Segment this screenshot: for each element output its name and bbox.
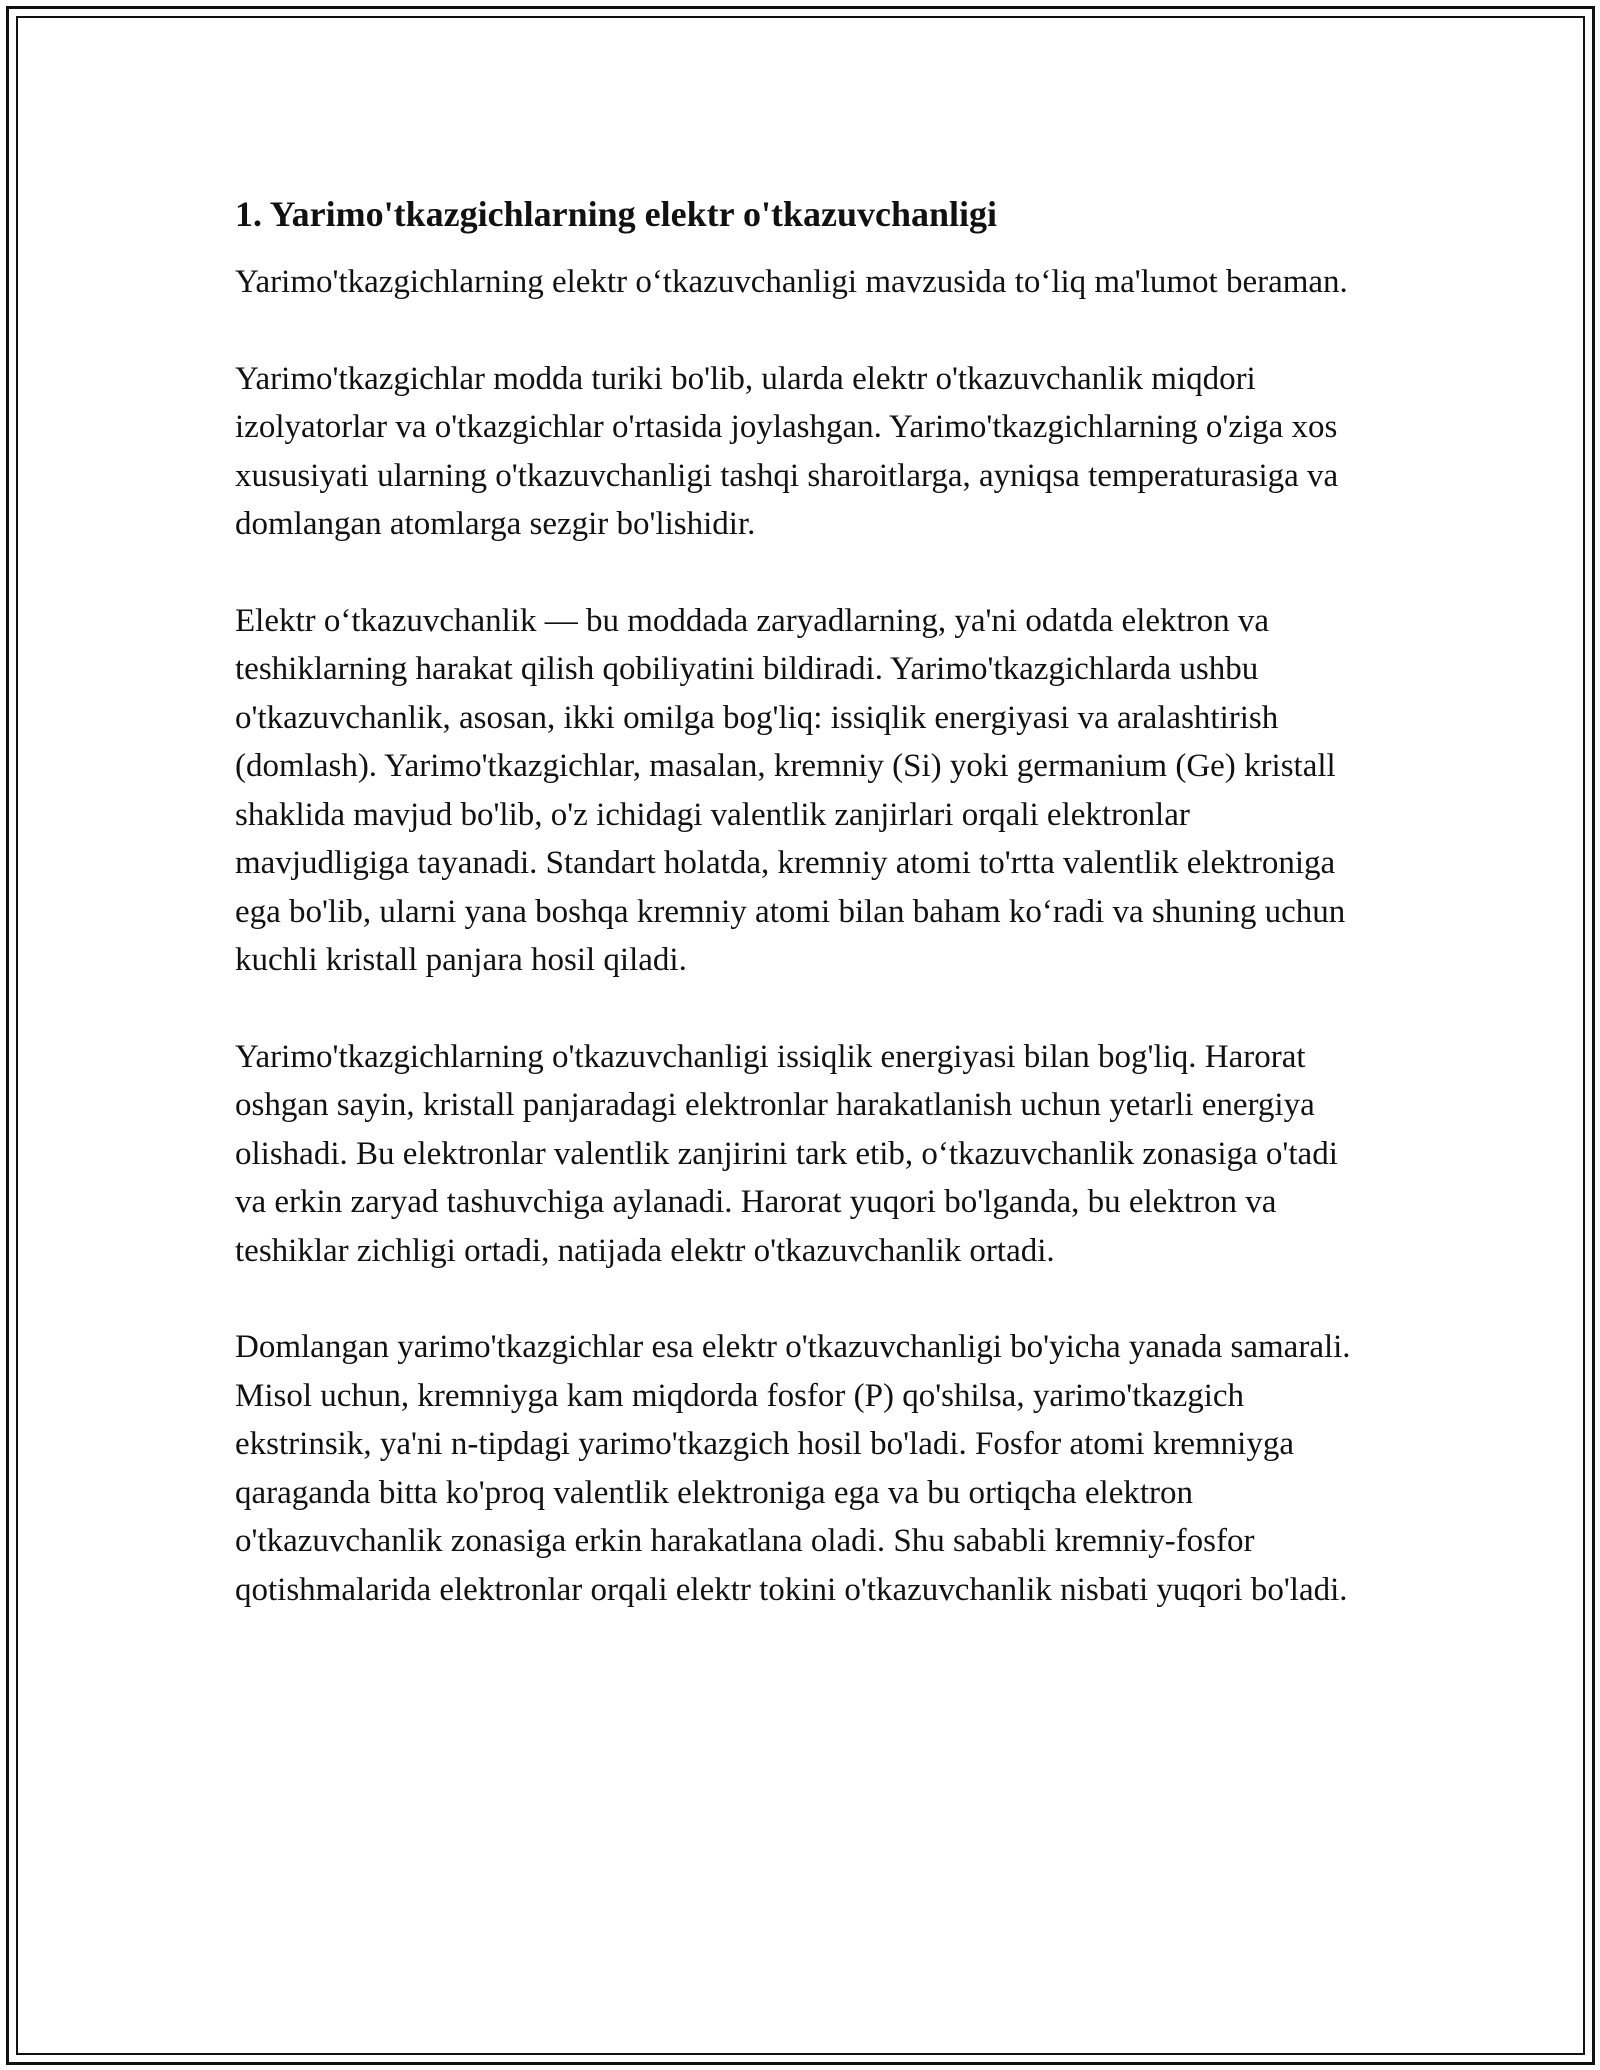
paragraph-definition: Yarimo'tkazgichlar modda turiki bo'lib, ularda elektr o'tkazuvchanlik miqdori izolyatorlar va o'tkazgichlar o'rtasida joylashgan. Yarimo'tkazgichlarning o'ziga xos xususiyati ularning o'tkazuvchanligi tashqi sharoitlarga, ayniqsa temperaturasiga va domlangan atomlarga sezgir bo'lishidir. [235, 360, 1339, 542]
paragraph-conductivity: Elektr o‘tkazuvchanlik — bu moddada zaryadlarning, ya'ni odatda elektron va teshiklarning harakat qilish qobiliyatini bildiradi. Yarimo'tkazgichlarda ushbu o'tkazuvchanlik, asosan, ikki omilga bog'liq: issiqlik energiyasi va aralashtirish (domlash). Yarimo'tkazgichlar, masalan, kremniy (Si) yoki germanium (Ge) kristall shaklida mavjud bo'lib, o'z ichidagi valentlik zanjirlari orqali elektronlar mavjudligiga tayanadi. Standart holatda, kremniy atomi to'rtta valentlik elektroniga ega bo'lib, ularni yana boshqa kremniy atomi bilan baham ko‘radi va shuning uchun kuchli kristall panjara hosil qiladi. [235, 602, 1346, 978]
paragraph-doped-semiconductors: Domlangan yarimo'tkazgichlar esa elektr o'tkazuvchanligi bo'yicha yanada samarali. Misol uchun, kremniyga kam miqdorda fosfor (P) qo'shilsa, yarimo'tkazgich ekstrinsik, ya'ni n-tipdagi yarimo'tkazgich hosil bo'ladi. Fosfor atomi kremniyga qaraganda bitta ko'proq valentlik elektroniga ega va bu ortiqcha elektron o'tkazuvchanlik zonasiga erkin harakatlana oladi. Shu sababli kremniy-fosfor qotishmalarida elektronlar orqali elektr tokini o'tkazuvchanlik nisbati yuqori bo'ladi. [235, 1329, 1351, 1608]
document-body [235, 190, 1370, 1662]
page-title: 1. Yarimo'tkazgichlarning elektr o'tkazuvchanligi [235, 194, 997, 234]
paragraph-intro: Yarimo'tkazgichlarning elektr o‘tkazuvchanligi mavzusida to‘liq ma'lumot beraman. [235, 264, 1348, 300]
paragraph-thermal-energy: Yarimo'tkazgichlarning o'tkazuvchanligi issiqlik energiyasi bilan bog'liq. Harorat oshgan sayin, kristall panjaradagi elektronlar harakatlanish uchun yetarli energiya olishadi. Bu elektronlar valentlik zanjirini tark etib, o‘tkazuvchanlik zonasiga o'tadi va erkin zaryad tashuvchiga aylanadi. Harorat yuqori bo'lganda, bu elektron va teshiklar zichligi ortadi, natijada elektr o'tkazuvchanlik ortadi. [235, 1038, 1338, 1269]
